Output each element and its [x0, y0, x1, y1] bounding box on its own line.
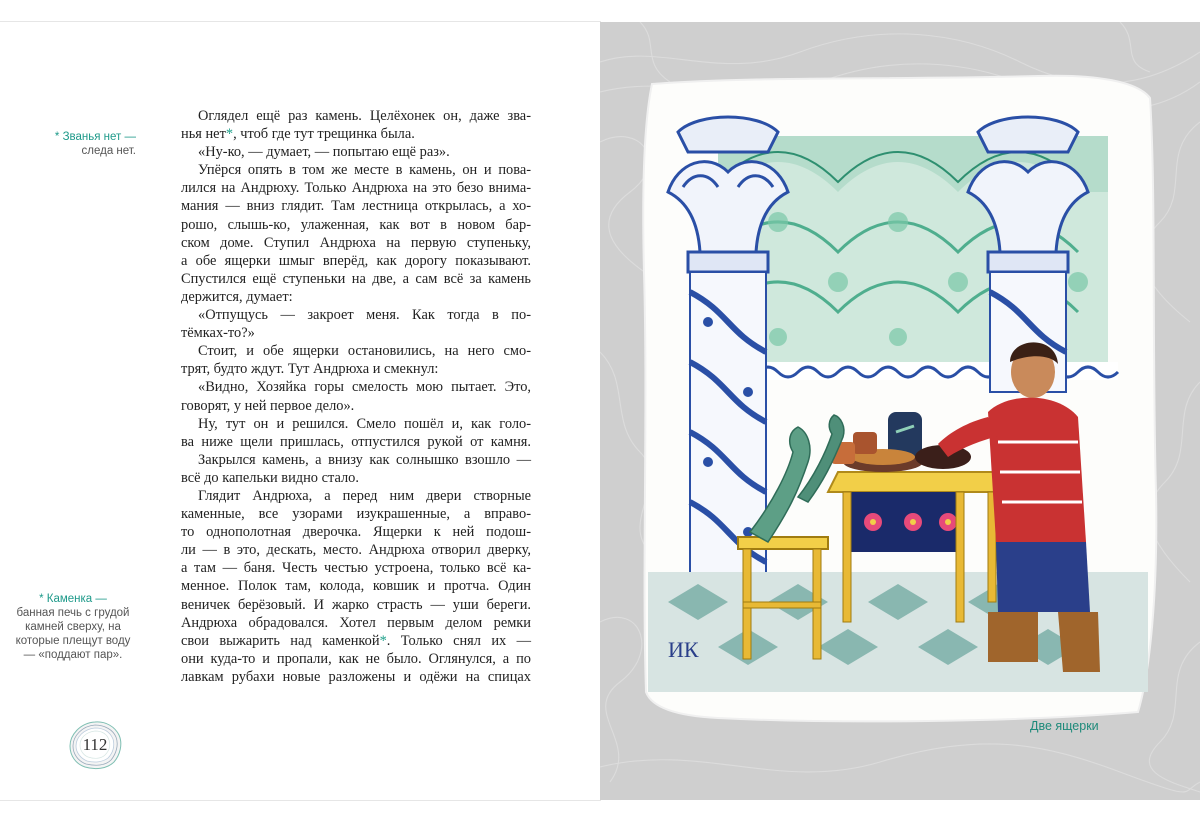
- text-line: [181, 614, 531, 632]
- text-line: [181, 342, 531, 360]
- text-line-rest: . Только снял их —: [386, 632, 531, 649]
- text-line-content: «Отпущусь — закроет меня. Как тогда в по-: [198, 307, 531, 324]
- text-line-content: нья нет: [181, 126, 226, 143]
- page-number: 112: [82, 735, 108, 754]
- text-line: [181, 433, 531, 451]
- illustration-caption: Две ящерки: [1030, 719, 1099, 733]
- text-line: [181, 397, 531, 415]
- page-number-badge: [68, 720, 122, 770]
- text-line-rest: , чтоб где тут трещинка была.: [233, 126, 415, 143]
- text-line-content: Закрылся камень, а внизу как солнышко взошло —: [198, 451, 531, 468]
- text-line-content: ли — в это, дескать, место. Андрюха отворил дверку,: [181, 542, 531, 559]
- text-line-content: каменные, все узорами изукрашенные, а вправо-: [181, 506, 531, 523]
- text-line-content: ском доме. Ступил Андрюха на первую ступеньку,: [181, 234, 531, 251]
- footnote-star[interactable]: *: [379, 632, 387, 649]
- text-line-content: держится, думает:: [181, 288, 293, 305]
- text-line: [181, 179, 531, 197]
- text-line: [181, 197, 531, 215]
- text-line: [181, 451, 531, 469]
- text-line-content: лился на Андрюху. Только Андрюха на это безо внима-: [181, 180, 531, 197]
- text-line-content: «Ну-ко, — думает, — попытаю ещё раз».: [198, 144, 450, 161]
- text-line: [181, 252, 531, 270]
- text-line: [181, 288, 531, 306]
- text-line-content: трят, будто ждут. Тут Андрюха и смекнул:: [181, 361, 439, 378]
- text-line-content: а там — баня. Честь честью устроена, только всё ка-: [181, 560, 531, 577]
- text-line-content: Ну, тут он и решился. Смело пошёл и, как голо-: [198, 415, 531, 432]
- illustration-lizards-and-andryukha: [638, 72, 1158, 727]
- text-line-content: Стоит, и обе ящерки остановились, на него смо-: [198, 343, 531, 360]
- text-line: [181, 324, 531, 342]
- text-line: [181, 469, 531, 487]
- text-line: [181, 596, 531, 614]
- text-line: [181, 360, 531, 378]
- text-line-content: Оглядел ещё раз камень. Целёхонек он, даже зва-: [198, 108, 531, 124]
- text-line: [181, 216, 531, 234]
- text-line: [181, 270, 531, 288]
- body-text: [181, 107, 531, 686]
- text-line-content: веничек берёзовый. И жарко страсть — уши береги.: [181, 596, 531, 613]
- text-line: [181, 487, 531, 505]
- text-line-content: Глядит Андрюха, а перед ним двери створные: [198, 487, 531, 504]
- text-line: [181, 306, 531, 324]
- text-line-content: а обе ящерки шмыг вперёд, как дорогу показывают.: [181, 252, 531, 269]
- footnote-star[interactable]: *: [225, 126, 234, 143]
- margin-note-definition: банная печь с грудой камней сверху, на которые плещут воду — «поддают пар».: [15, 607, 131, 661]
- text-line-content: Спустился ещё ступеньки на две, а сам всё за камень: [181, 270, 531, 287]
- text-line: [181, 523, 531, 541]
- text-line: [181, 234, 531, 252]
- text-line-content: лавкам рубахи новые разложены и одёжи на спицах: [181, 668, 531, 685]
- text-line: [181, 668, 531, 686]
- margin-note-term: * Званья нет —: [54, 131, 136, 143]
- text-line-content: Упёрся опять в том же месте в камень, он и пова-: [198, 162, 531, 179]
- text-line: [181, 541, 531, 559]
- margin-note-zvanya: [18, 130, 136, 158]
- artist-signature: ИК: [668, 637, 699, 662]
- text-line: [181, 415, 531, 433]
- text-line: [181, 378, 531, 396]
- text-line-content: всё до капельки видно стало.: [181, 469, 359, 486]
- left-page: [0, 22, 600, 800]
- text-line: [181, 107, 531, 125]
- text-line: [181, 650, 531, 668]
- text-line-content: то однополотная дверочка. Ящерки к ней подош-: [181, 524, 531, 541]
- text-line-content: мания — вниз глядит. Там лестница открылась, а хо-: [181, 198, 531, 215]
- text-line: [181, 559, 531, 577]
- text-line-content: «Видно, Хозяйка горы смелость мою пытает. Это,: [198, 379, 531, 396]
- margin-note-definition: следа нет.: [81, 145, 136, 157]
- margin-note-term: * Каменка —: [39, 593, 107, 605]
- text-line: [181, 161, 531, 179]
- text-line: [181, 505, 531, 523]
- text-line: [181, 577, 531, 595]
- text-line-content: ва ниже щели пришлась, отпустился рукой от камня.: [181, 433, 531, 450]
- text-line: [181, 125, 531, 143]
- text-line-content: свои выжарить над каменкой: [181, 632, 380, 649]
- text-line-content: Андрюха обрадовался. Хотел первым делом ремки: [181, 614, 531, 631]
- text-line-content: рошо, слышь-ко, улаженная, как вот в новом бар-: [181, 216, 531, 233]
- text-line: [181, 143, 531, 161]
- right-page: [600, 22, 1200, 800]
- illustration-frame: [638, 72, 1158, 727]
- text-line-content: менное. Полок там, колода, ковшик и протча. Один: [181, 578, 531, 595]
- text-line-content: тёмках-то?»: [181, 325, 255, 342]
- text-line: [181, 632, 531, 650]
- text-line-content: говорят, у ней первое дело».: [181, 397, 355, 414]
- text-line-content: они куда-то и пропали, как не было. Оглянулся, а по: [181, 650, 531, 667]
- margin-note-kamenka: [10, 592, 136, 662]
